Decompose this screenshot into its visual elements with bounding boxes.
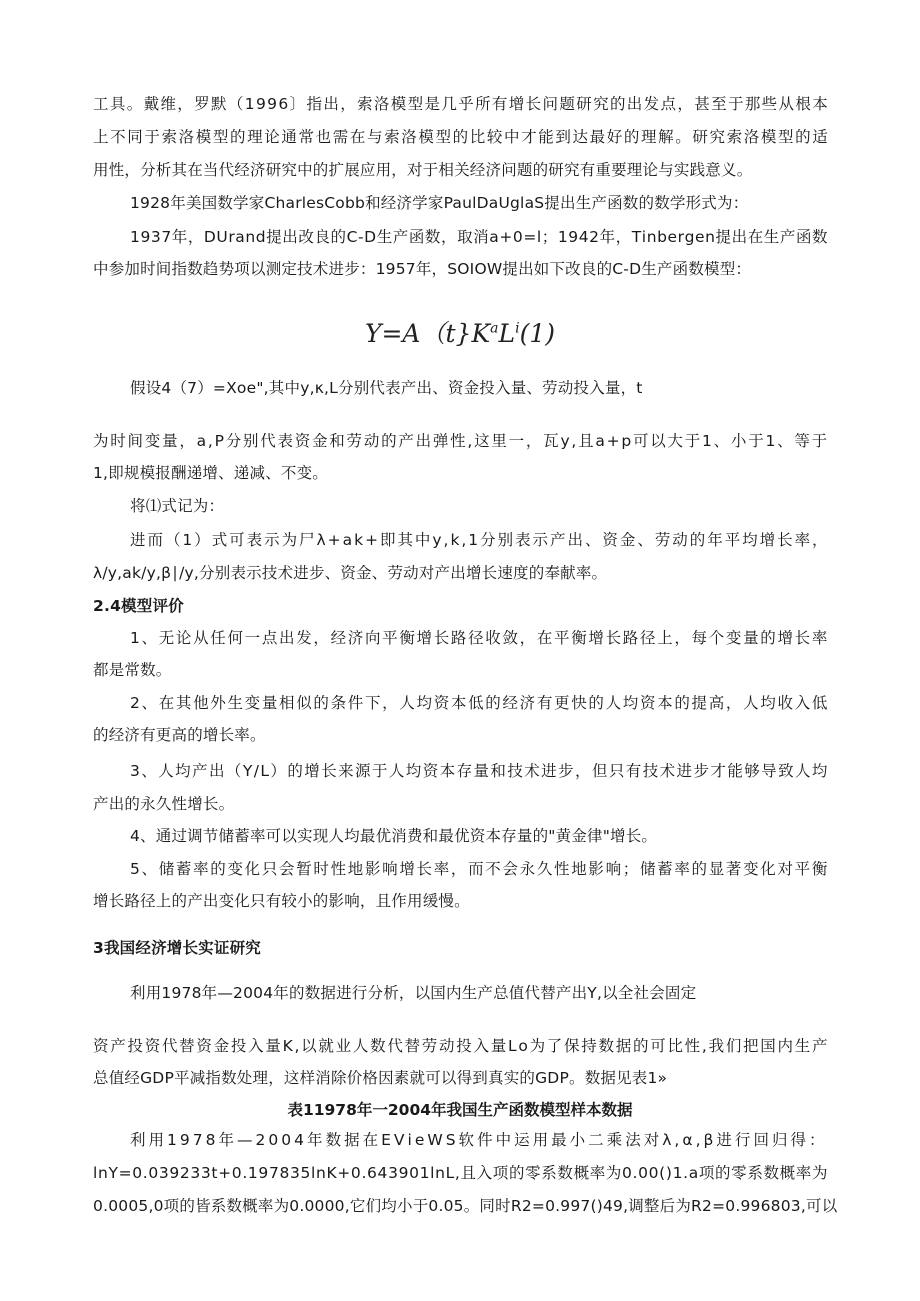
paragraph-line: 3 、 人 均 产 出 （ Y / L ） 的 增 长 来 源 于 人 均 资 本 存 量 和 技 术 进 步 ， 但 只 有 技 术 进 步 才 能 够 导 致 人 均 xyxy=(130,762,828,780)
paragraph-line: 5 、 储 蓄 率 的 变 化 只 会 暂 时 性 地 影 响 增 长 率 ， 而 不 会 永 久 性 地 影 响 ； 储 蓄 率 的 显 著 变 化 对 平 衡 xyxy=(130,860,828,878)
formula-brace: } xyxy=(455,319,472,348)
paragraph-line: λ∕y,ak∕y,β∣∕y,分别表示技术进步、资金、劳动对产出增长速度的奉献率。 xyxy=(93,564,608,582)
paragraph-line: 增长路径上的产出变化只有较小的影响，且作用缓慢。 xyxy=(93,892,470,910)
paragraph-line: 1,即规模报酬递增、递减、不变。 xyxy=(93,464,328,482)
paragraph-line: 4、通过调节储蓄率可以实现人均最优消费和最优资本存量的"黄金律"增长。 xyxy=(130,827,658,845)
paragraph-line: 中参加时间指数趋势项以测定技术进步：1957年，SOIOW提出如下改良的C-D生产函数模型： xyxy=(93,260,752,278)
formula-tail: (1) xyxy=(519,319,556,348)
paragraph-line: 资 产 投 资 代 替 资 金 投 入 量 K , 以 就 业 人 数 代 替 劳 动 投 入 量 L o 为 了 保 持 数 据 的 可 比 性 , 我 们 把 国 内 生 产 xyxy=(93,1037,828,1055)
paragraph-line: 产出的永久性增长。 xyxy=(93,795,235,813)
formula-k: K xyxy=(471,319,491,348)
paragraph-line: 将⑴式记为： xyxy=(130,497,225,515)
paragraph-line: 利用1978年—2004年的数据进行分析，以国内生产总值代替产出Y,以全社会固定 xyxy=(130,984,697,1002)
paragraph-line: 1928年美国数学家CharlesCobb和经济学家PaulDaUglaS提出生产函数的数学形式为： xyxy=(130,194,749,212)
paragraph-line: 2 、 在 其 他 外 生 变 量 相 似 的 条 件 下 ， 人 均 资 本 低 的 经 济 有 更 快 的 人 均 资 本 的 提 高 ， 人 均 收 入 低 xyxy=(130,694,828,712)
paragraph-line: 为 时 间 变 量 ， a , P 分 别 代 表 资 金 和 劳 动 的 产 出 弹 性 , 这 里 一 ， 瓦 y , 且 a + p 可 以 大 于 1 、 小 于 1 、 等 于 xyxy=(93,432,828,450)
table-title: 表11978年一2004年我国生产函数模型样本数据 xyxy=(287,1101,633,1119)
paragraph-line: 利 用 1 9 7 8 年 — 2 0 0 4 年 数 据 在 E V i e W S 软 件 中 运 用 最 小 二 乘 法 对 λ , α , β 进 行 回 归 得 ： xyxy=(130,1131,828,1149)
paragraph-line: 上 不 同 于 索 洛 模 型 的 理 论 通 常 也 需 在 与 索 洛 模 型 的 比 较 中 才 能 到 达 最 好 的 理 解 。 研 究 索 洛 模 型 的 适 xyxy=(93,128,828,146)
paragraph-line: 假设4（7）=Xoe",其中y,κ,L分别代表产出、资金投入量、劳动投入量，t xyxy=(130,379,643,397)
paragraph-line: 都是常数。 xyxy=(93,661,172,679)
formula-l: L xyxy=(498,319,516,348)
paragraph-line: 总值经GDP平减指数处理，这样消除价格因素就可以得到真实的GDP。数据见表1» xyxy=(93,1069,668,1087)
formula-base: Y=A（t xyxy=(364,319,456,348)
paragraph-line: 工 具 。 戴 维 ， 罗 默 （ 1 9 9 6 〕 指 出 ， 索 洛 模 型 是 几 乎 所 有 增 长 问 题 研 究 的 出 发 点 ， 甚 至 于 那 些 从 根 本 xyxy=(93,95,828,113)
formula-l-exponent: i xyxy=(515,320,520,337)
formula-k-exponent: a xyxy=(490,320,499,337)
paragraph-line: 0 . 0 0 0 5 , 0 项 的 皆 系 数 概 率 为 0 . 0 0 0 0 , 它 们 均 小 于 0 . 0 5 。 同 时 R 2 = 0 . 9 9 7 ( ) 4 9 , 调 整 后 为 R 2 = 0 . 9 9 6 8 0 3 , 可 以 xyxy=(93,1197,838,1215)
paragraph-line: 进 而 （ 1 ） 式 可 表 示 为 尸 λ + a k + 即 其 中 y , k , 1 分 别 表 示 产 出 、 资 金 、 劳 动 的 年 平 均 增 长 率 ， xyxy=(130,531,828,549)
section-heading: 2.4模型评价 xyxy=(93,597,184,615)
production-function-formula xyxy=(0,314,920,350)
paragraph-line: l n Y = 0 . 0 3 9 2 3 3 t + 0 . 1 9 7 8 3 5 l n K + 0 . 6 4 3 9 0 1 l n L , 且 入 项 的 零 系 数 概 率 为 0 . 0 0 ( ) 1 . a 项 的 零 系 数 概 率 为 xyxy=(93,1164,828,1182)
paragraph-line: 1 9 3 7 年 ， D U r a n d 提 出 改 良 的 C - D 生 产 函 数 ， 取 消 a + 0 = l ； 1 9 4 2 年 ， T i n b e r g e n 提 出 在 生 产 函 数 xyxy=(130,228,828,246)
section-heading: 3我国经济增长实证研究 xyxy=(93,939,261,957)
paragraph-line: 用性，分析其在当代经济研究中的扩展应用，对于相关经济问题的研究有重要理论与实践意义。 xyxy=(93,161,753,179)
paragraph-line: 1 、 无 论 从 任 何 一 点 出 发 ， 经 济 向 平 衡 增 长 路 径 收 敛 ， 在 平 衡 增 长 路 径 上 ， 每 个 变 量 的 增 长 率 xyxy=(130,629,828,647)
paragraph-line: 的经济有更高的增长率。 xyxy=(93,726,266,744)
